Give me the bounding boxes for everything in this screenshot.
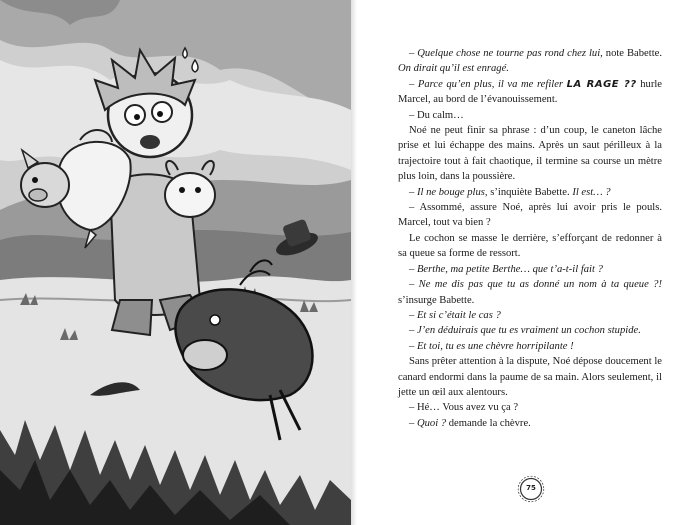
paragraph bbox=[398, 46, 662, 77]
text-run: demande la chèvre. bbox=[446, 417, 531, 429]
book-gutter bbox=[351, 0, 357, 525]
paragraph bbox=[398, 77, 662, 108]
text-run: s’inquiète Babette. bbox=[487, 186, 573, 198]
italic-text: On dirait qu’il est enragé. bbox=[398, 63, 509, 75]
text-run: Noé ne peut finir sa phrase : d’un coup, le caneton lâche prise et lui échappe des mains. Après un saut périlleux à la trajectoire tout à fait chaotique, il termine sa course un mètre plus loin, dans la poussière. bbox=[398, 125, 662, 183]
shout-text: LA RAGE ?? bbox=[566, 78, 637, 90]
paragraph bbox=[398, 262, 662, 277]
italic-text: Il ne bouge plus, bbox=[416, 186, 488, 198]
paragraph bbox=[398, 400, 662, 415]
paragraph bbox=[398, 339, 662, 354]
text-run: – Du calm… bbox=[409, 109, 464, 121]
italic-text: Il est… ? bbox=[572, 186, 611, 198]
text-run: Le cochon se masse le derrière, s’efforçant de redonner à sa queue sa forme de ressort. bbox=[398, 232, 662, 260]
italic-text: Berthe, ma petite Berthe… que t’a-t-il fait ? bbox=[416, 263, 603, 275]
paragraph bbox=[398, 277, 662, 308]
paragraph bbox=[398, 308, 662, 323]
text-run: s’insurge Babette. bbox=[398, 294, 475, 306]
text-run: – bbox=[409, 263, 417, 275]
paragraph bbox=[398, 185, 662, 200]
paragraph bbox=[398, 231, 662, 262]
paragraph bbox=[398, 323, 662, 338]
italic-text: Et si c’était le cas ? bbox=[416, 309, 501, 321]
paragraph bbox=[398, 108, 662, 123]
paragraph bbox=[398, 354, 662, 400]
text-run: – bbox=[409, 279, 419, 291]
italic-text: J’en déduirais que tu es vraiment un cochon stupide. bbox=[416, 325, 641, 337]
text-run: – bbox=[409, 309, 417, 321]
text-run: – bbox=[409, 417, 417, 429]
text-run: note Babette. bbox=[602, 48, 662, 59]
page-number: 75 bbox=[526, 484, 536, 492]
text-run: – Hé… Vous avez vu ça ? bbox=[409, 402, 519, 414]
paragraph bbox=[398, 416, 662, 431]
text-run: – bbox=[409, 340, 417, 352]
italic-text: Et toi, tu es une chèvre horripilante ! bbox=[416, 340, 574, 352]
italic-text: Ne me dis pas que tu as donné un nom à ta queue ?! bbox=[418, 279, 662, 291]
text-run: – bbox=[409, 325, 417, 337]
text-run: – bbox=[409, 48, 418, 59]
page-number-badge bbox=[517, 475, 545, 503]
text-run: – bbox=[409, 186, 417, 198]
text-run: hurle Marcel, au bord de l’évanouissement. bbox=[398, 78, 663, 106]
paragraph bbox=[398, 123, 662, 185]
italic-text: Quelque chose ne tourne pas rond chez lui, bbox=[417, 48, 603, 59]
italic-text: Parce qu’en plus, il va me refiler bbox=[417, 78, 567, 90]
text-run: – bbox=[409, 78, 418, 90]
text-page bbox=[398, 46, 662, 431]
italic-text: Quoi ? bbox=[416, 417, 447, 429]
text-run: – Assommé, assure Noé, après lui avoir pris le pouls. Marcel, tout va bien ? bbox=[398, 202, 662, 229]
paragraph bbox=[398, 200, 662, 231]
text-run: Sans prêter attention à la dispute, Noé dépose doucement le canard endormi dans la paume de sa main. Alors seulement, il jette un œil aux alentours. bbox=[398, 356, 662, 398]
